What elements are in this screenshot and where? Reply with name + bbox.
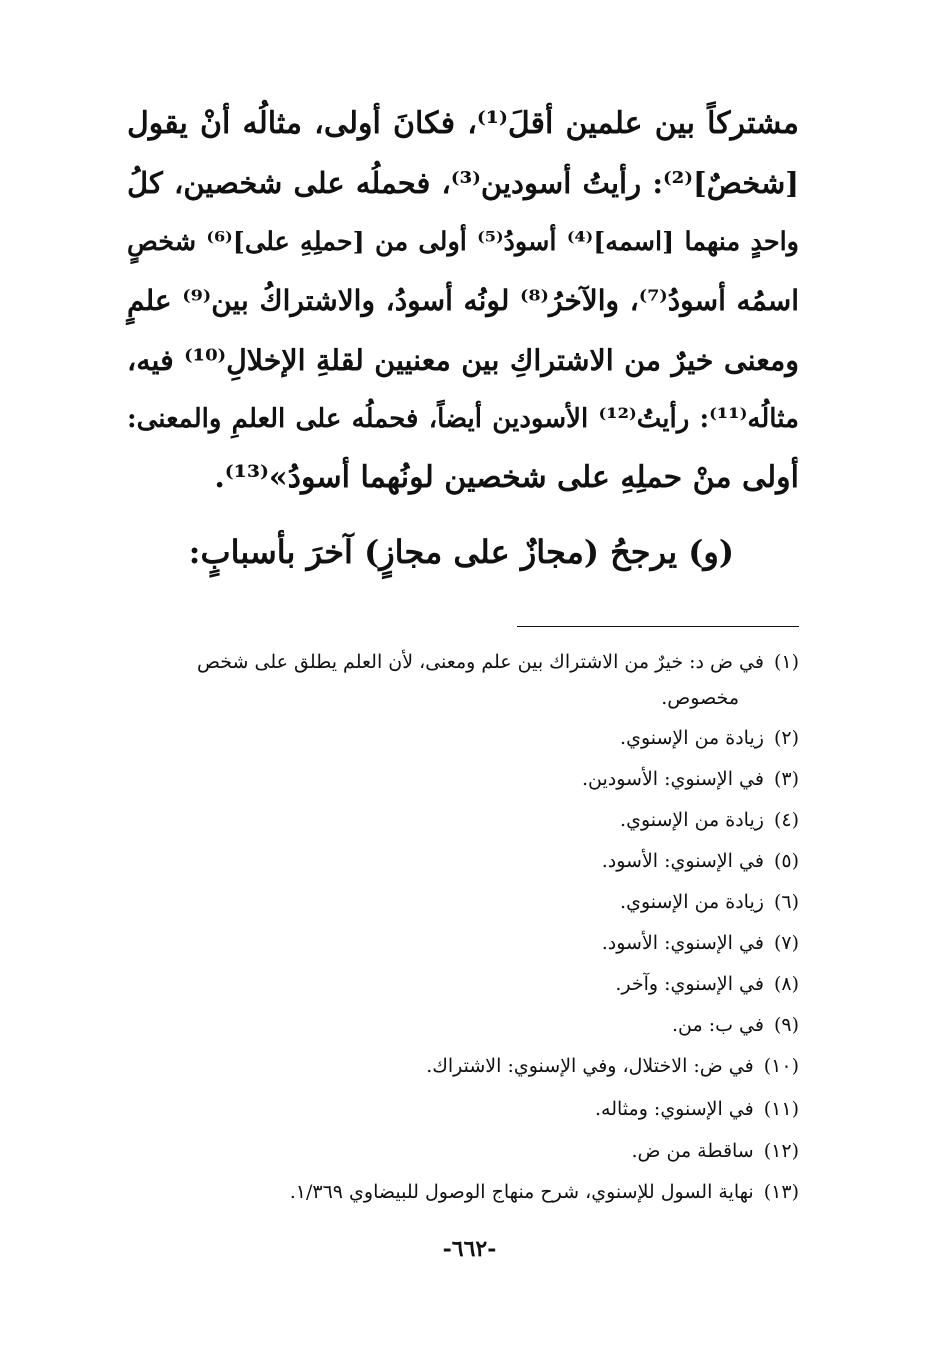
footnote-13 — [290, 1178, 799, 1206]
page-number: -٦٦٢- — [442, 1236, 497, 1262]
footnote-5 — [602, 847, 799, 875]
footnote-number: (١٠) — [763, 1055, 799, 1077]
section-heading: (و) يرجحُ (مجازٌ على مجازٍ) آخرَ بأسبابٍ: — [188, 533, 734, 571]
footnote-separator — [517, 626, 799, 627]
footnote-number: (١٣) — [763, 1181, 799, 1203]
footnote-6 — [620, 888, 799, 916]
footnote-1-continuation: مخصوص. — [661, 687, 739, 709]
footnote-12 — [631, 1137, 799, 1165]
footnote-text: في الإسنوي: ومثاله. — [594, 1098, 754, 1120]
footnote-number: (١٢) — [763, 1140, 799, 1162]
footnote-text: زيادة من الإسنوي. — [620, 727, 764, 749]
footnote-7 — [602, 929, 799, 957]
footnote-8 — [615, 970, 799, 998]
footnote-number: (٥) — [773, 850, 799, 872]
main-text-line-6: مثالُه⁽¹¹⁾: رأيتُ⁽¹²⁾ الأسودين أيضاً، فحملُه على العلمِ والمعنى: — [127, 404, 799, 434]
footnote-9 — [672, 1011, 799, 1039]
footnote-number: (٣) — [773, 768, 799, 790]
main-text-line-7: أولى منْ حملِهِ على شخصين لونُهما أسودُ»⁽¹³⁾. — [214, 460, 799, 495]
footnote-number: (٢) — [773, 727, 799, 749]
footnote-number: (١١) — [763, 1098, 799, 1120]
footnote-10 — [426, 1052, 799, 1080]
main-text-line-3: واحدٍ منهما [اسمه]⁽⁴⁾ أسودُ⁽⁵⁾ أولى من [حملِهِ على]⁽⁶⁾ شخصٍ — [127, 227, 799, 257]
footnote-text: في ض د: خيرٌ من الاشتراك بين علم ومعنى، لأن العلم يطلق على شخص — [197, 651, 764, 673]
footnote-text: زيادة من الإسنوي. — [620, 891, 764, 913]
footnote-text: في الإسنوي: الأسود. — [601, 850, 764, 872]
footnote-1 — [197, 648, 799, 676]
footnote-text: في الإسنوي: الأسودين. — [581, 768, 764, 790]
main-text-line-1: مشتركاً بين علمين أقلَ⁽¹⁾، فكانَ أولى، مثالُه أنْ يقول — [127, 106, 799, 141]
footnote-text: في ض: الاختلال، وفي الإسنوي: الاشتراك. — [426, 1055, 754, 1077]
footnote-text: في الإسنوي: الأسود. — [601, 932, 764, 954]
footnote-number: (٩) — [773, 1014, 799, 1036]
footnote-text: نهاية السول للإسنوي، شرح منهاج الوصول للبيضاوي ١/٣٦٩. — [289, 1181, 754, 1203]
footnote-text: زيادة من الإسنوي. — [620, 809, 764, 831]
footnote-number: (٤) — [773, 809, 799, 831]
main-text-line-2: [شخصٌ]⁽²⁾: رأيتُ أسودين⁽³⁾، فحملُه على شخصين، كلُ — [127, 166, 800, 200]
footnote-2 — [620, 724, 799, 752]
footnote-3 — [582, 765, 799, 793]
footnote-text: في ب: من. — [671, 1014, 764, 1036]
footnote-text: ساقطة من ض. — [631, 1140, 754, 1162]
footnote-number: (٦) — [773, 891, 799, 913]
footnote-number: (٨) — [773, 973, 799, 995]
main-text-line-4: اسمُه أسودُ⁽⁷⁾، والآخرُ⁽⁸⁾ لونُه أسودُ، والاشتراكُ بين⁽⁹⁾ علمٍ — [127, 284, 799, 317]
footnote-text: في الإسنوي: وآخر. — [615, 973, 764, 995]
footnote-number: (٧) — [773, 932, 799, 954]
footnote-number: (١) — [773, 651, 799, 673]
footnote-4 — [620, 806, 799, 834]
main-text-line-5: ومعنى خيرٌ من الاشتراكِ بين معنيين لقلةِ الإخلالِ⁽¹⁰⁾ فيه، — [127, 343, 799, 377]
footnote-11 — [595, 1095, 799, 1123]
